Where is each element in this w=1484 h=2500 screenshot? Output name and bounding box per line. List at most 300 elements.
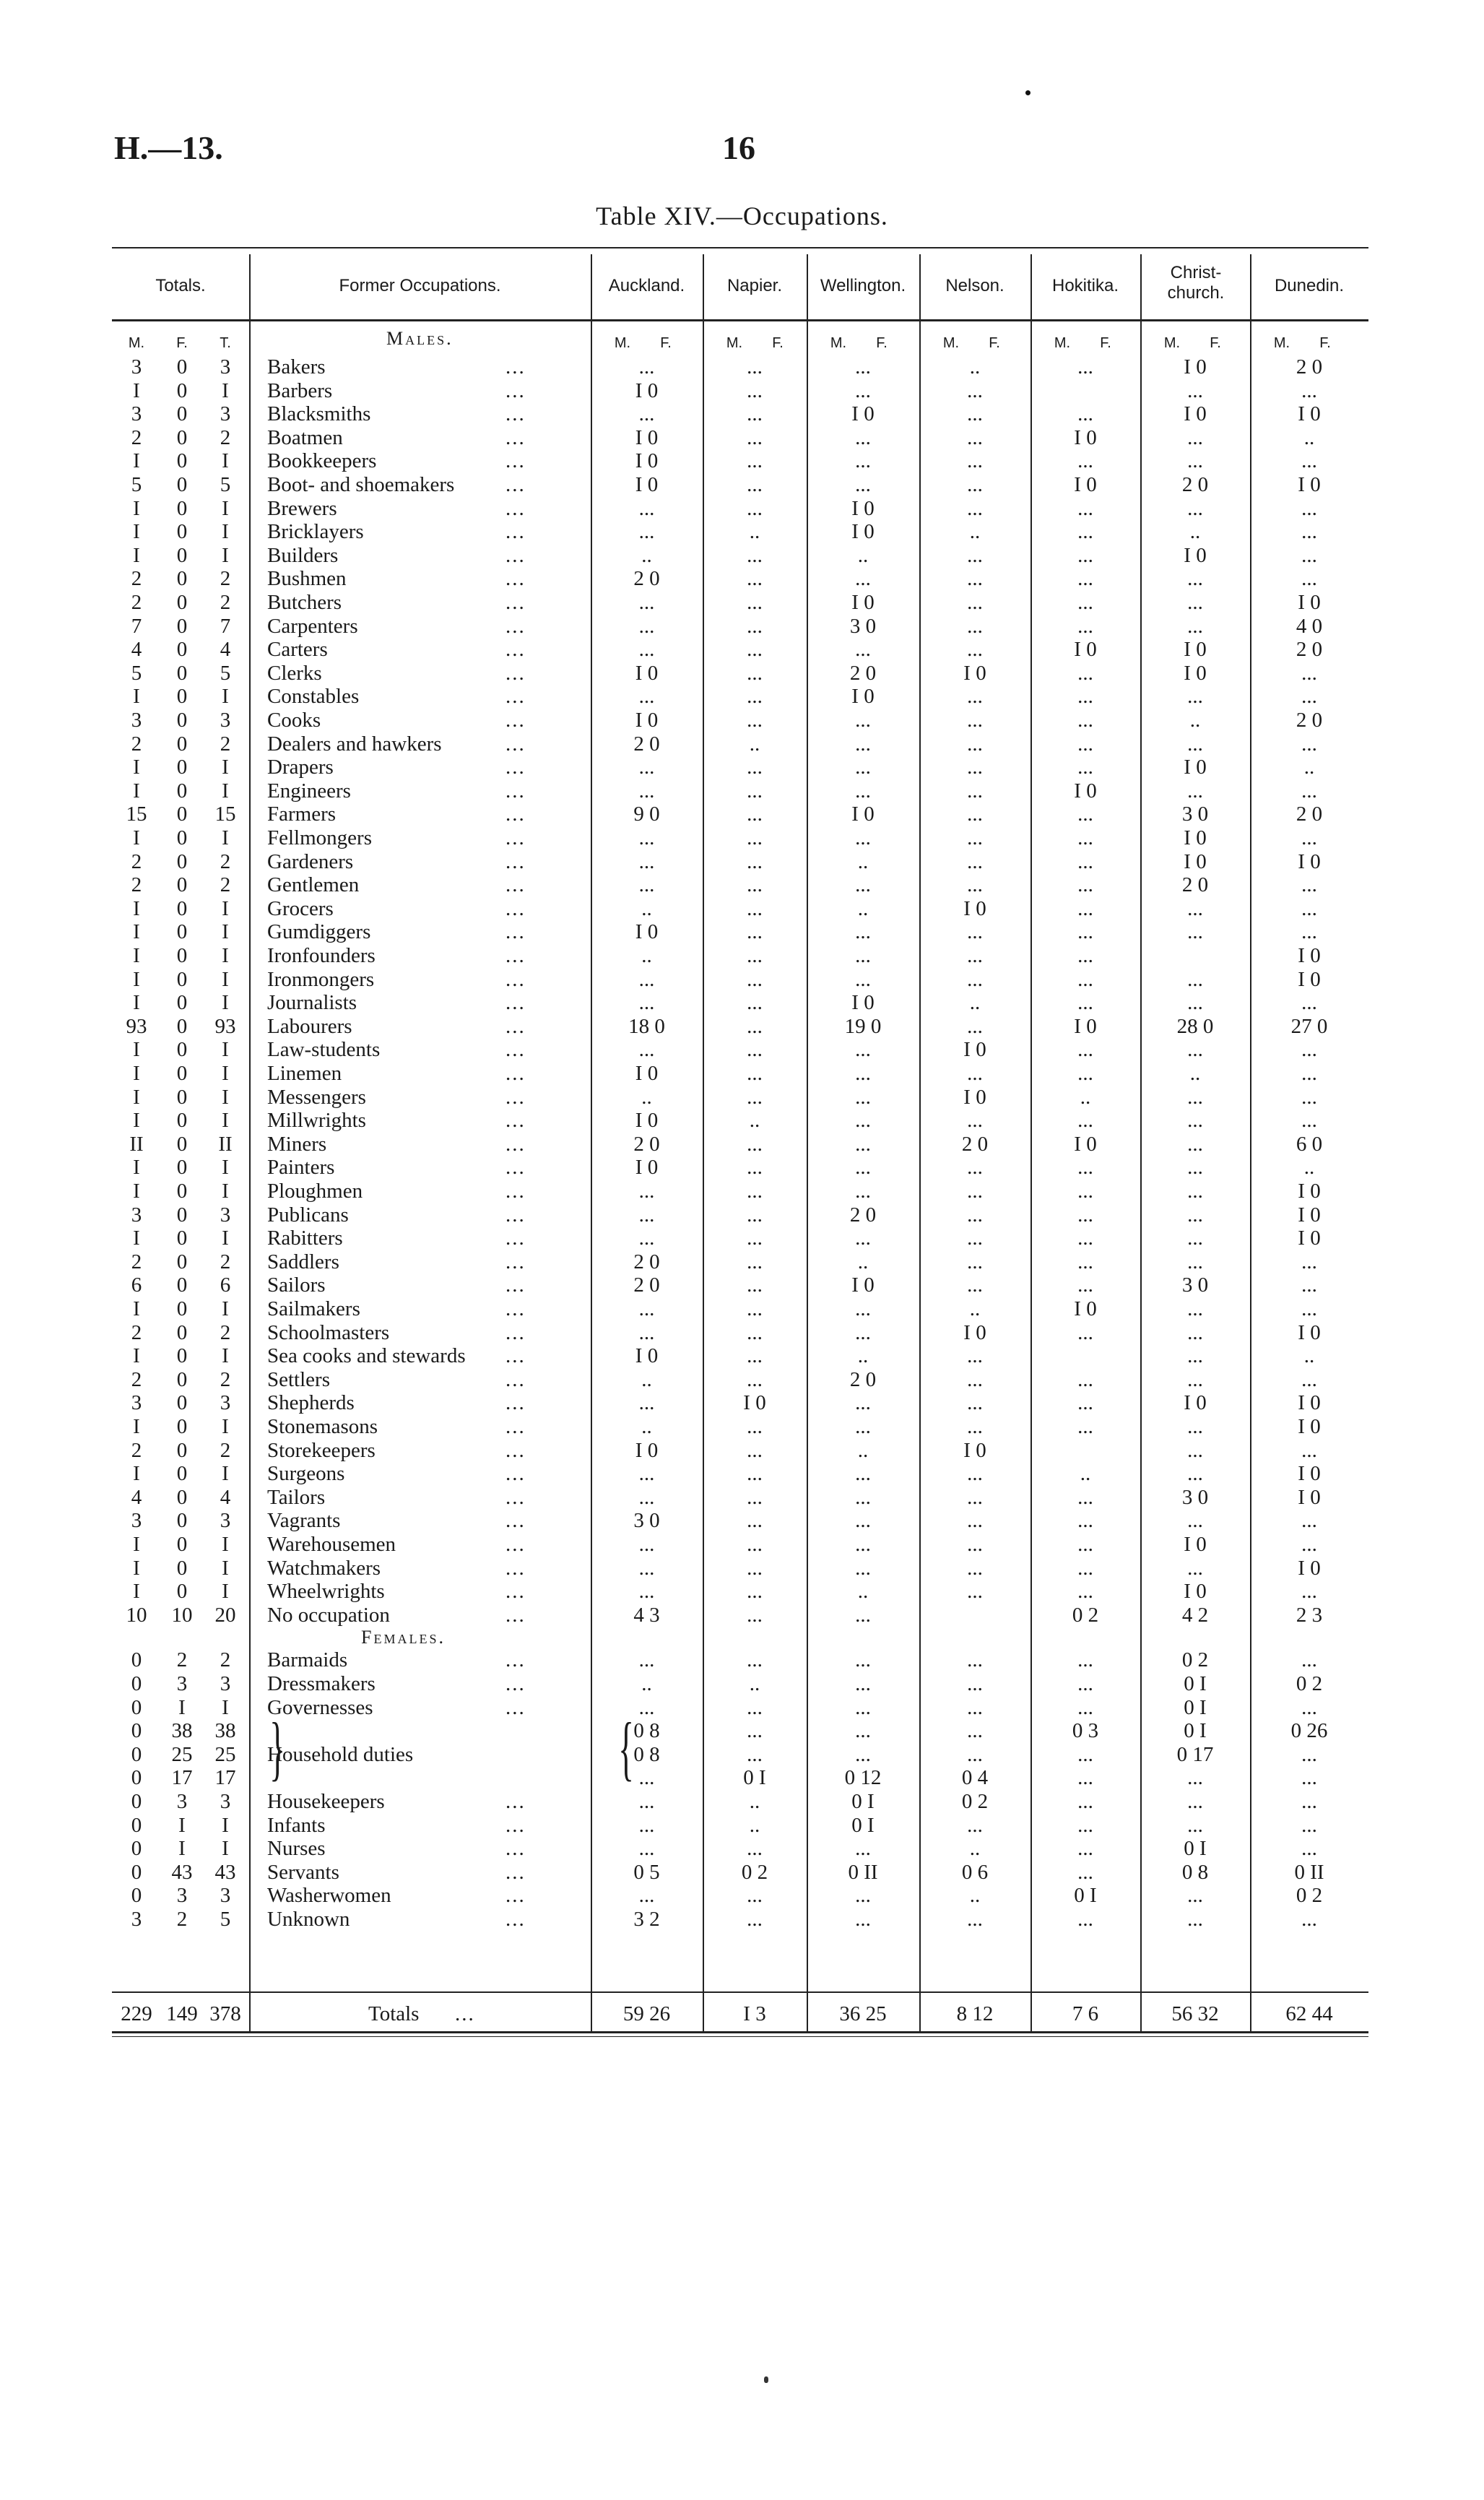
- table-row: [112, 1062, 1368, 1086]
- total-m: 0: [131, 1790, 142, 1813]
- dots-leader: ...: [505, 873, 526, 897]
- total-f: 0: [176, 1250, 188, 1273]
- dots-leader: ...: [505, 1203, 526, 1227]
- total-t: I: [222, 1462, 229, 1486]
- place-value: ...: [747, 991, 763, 1015]
- total-t: I: [222, 1156, 229, 1180]
- place-value: ...: [747, 543, 763, 567]
- place-value: ...: [638, 614, 655, 638]
- place-value: 2 0: [849, 1367, 877, 1391]
- place-value: ...: [1301, 1509, 1317, 1533]
- place-value: I 0: [635, 1344, 659, 1368]
- place-value: ...: [1077, 1485, 1093, 1509]
- total-t: 2: [220, 1367, 231, 1391]
- place-value: ...: [855, 425, 871, 449]
- place-value: ..: [1303, 425, 1315, 449]
- place-value: ...: [638, 1203, 655, 1227]
- place-value: I 0: [1074, 425, 1097, 449]
- place-header-0: Auckland.: [608, 276, 685, 295]
- table-row: [112, 1580, 1368, 1604]
- total-t: 2: [220, 849, 231, 873]
- total-m: 0: [131, 1719, 142, 1743]
- occupation-label: Bakers: [267, 355, 326, 379]
- dots-leader: ...: [505, 638, 526, 662]
- occupation-label: Publicans: [267, 1203, 349, 1227]
- total-m: 4: [131, 1485, 142, 1509]
- total-m: I: [133, 520, 140, 544]
- place-value: ...: [1301, 543, 1317, 567]
- place-value: I 0: [1184, 402, 1207, 426]
- total-f: 0: [176, 1014, 188, 1038]
- place-value: ...: [967, 732, 983, 756]
- place-value: ..: [1189, 1062, 1201, 1085]
- place-value: ...: [747, 1297, 763, 1320]
- place-value: ...: [1187, 425, 1203, 449]
- place-value: ...: [1187, 379, 1203, 402]
- header-rule: [112, 319, 1368, 321]
- total-m: 2: [131, 873, 142, 897]
- place-value: ...: [967, 496, 983, 520]
- total-f: 0: [176, 967, 188, 991]
- total-f: 0: [176, 803, 188, 826]
- sub-header-f: F.: [1319, 335, 1331, 351]
- total-t: 43: [214, 1860, 236, 1884]
- total-m: I: [133, 991, 140, 1015]
- place-value: I 0: [1184, 756, 1207, 779]
- occupation-label: Stonemasons: [267, 1415, 378, 1438]
- place-value: 0 I: [851, 1790, 875, 1813]
- sub-header-f: F.: [989, 335, 1000, 351]
- dots-leader: ...: [455, 2002, 475, 2025]
- place-value: 0 3: [1072, 1719, 1099, 1743]
- occupation-label: Miners: [267, 1132, 327, 1156]
- place-value: ...: [967, 449, 983, 473]
- total-f: 0: [176, 991, 188, 1015]
- table-row: [112, 1391, 1368, 1415]
- total-m: I: [133, 756, 140, 779]
- total-m: I: [133, 685, 140, 709]
- place-value: ...: [1077, 967, 1093, 991]
- place-value: ...: [1187, 1227, 1203, 1250]
- place-header-4: Hokitika.: [1051, 276, 1119, 295]
- place-value: ...: [855, 1533, 871, 1556]
- place-header-5: Christ-church.: [1167, 263, 1225, 303]
- occupation-label: Gumdiggers: [267, 920, 371, 944]
- place-value: 0 12: [844, 1766, 882, 1790]
- place-value: 0 I: [1184, 1672, 1207, 1695]
- dots-leader: ...: [505, 709, 526, 732]
- place-value: ...: [855, 449, 871, 473]
- place-value: ...: [1187, 920, 1203, 944]
- total-m: 0: [131, 1813, 142, 1837]
- table-row: [112, 826, 1368, 850]
- table-row: [112, 1837, 1368, 1861]
- place-value: I 0: [1298, 402, 1321, 426]
- place-value: 0 26: [1290, 1719, 1328, 1743]
- total-t: 2: [220, 1320, 231, 1344]
- total-t: 20: [214, 1603, 236, 1627]
- place-value: I 0: [1298, 591, 1321, 614]
- ink-speck: [764, 2376, 768, 2383]
- table-row: [112, 732, 1368, 756]
- place-value: ...: [1301, 1790, 1317, 1813]
- place-value: 2 0: [961, 1132, 989, 1156]
- place-value: ...: [855, 1485, 871, 1509]
- place-value: 28 0: [1176, 1014, 1214, 1038]
- place-value: 0 8: [633, 1742, 660, 1766]
- table-row: [112, 850, 1368, 874]
- occupation-label: Settlers: [267, 1367, 330, 1391]
- total-f: 0: [176, 1485, 188, 1509]
- occupation-label: Watchmakers: [267, 1556, 381, 1580]
- total-m: 2: [131, 1320, 142, 1344]
- table-row: [112, 897, 1368, 921]
- place-value: 0 8: [633, 1719, 660, 1743]
- place-value: ...: [967, 1485, 983, 1509]
- place-value: ...: [967, 1462, 983, 1486]
- place-value: ...: [1077, 685, 1093, 709]
- place-value: ...: [1077, 1908, 1093, 1931]
- table-row: [112, 756, 1368, 779]
- place-value: ...: [1077, 496, 1093, 520]
- place-value: 2 0: [1296, 638, 1323, 662]
- place-value: ...: [967, 1180, 983, 1203]
- place-value: 59 26: [622, 2002, 671, 2025]
- total-t: I: [222, 920, 229, 944]
- place-value: ...: [1077, 1837, 1093, 1861]
- dots-leader: ...: [505, 1790, 526, 1813]
- place-value: I 0: [1184, 543, 1207, 567]
- place-value: ...: [638, 1297, 655, 1320]
- place-value: ...: [967, 1648, 983, 1672]
- total-t: I: [222, 1415, 229, 1438]
- total-t: I: [222, 1580, 229, 1604]
- place-value: ..: [969, 520, 981, 544]
- place-value: ...: [967, 685, 983, 709]
- place-value: ...: [1077, 591, 1093, 614]
- place-value: ...: [747, 1367, 763, 1391]
- place-value: ...: [855, 779, 871, 803]
- left-brace: }: [269, 1708, 285, 1789]
- place-value: I 3: [743, 2002, 766, 2025]
- place-value: ...: [638, 1485, 655, 1509]
- sub-header-m: M.: [614, 335, 631, 351]
- table-row: [112, 1462, 1368, 1486]
- total-f: 0: [176, 1533, 188, 1556]
- table-row: [112, 1086, 1368, 1110]
- place-value: ...: [747, 496, 763, 520]
- place-value: ..: [857, 1344, 869, 1368]
- total-t: I: [222, 1062, 229, 1085]
- place-value: 3 0: [1181, 1273, 1209, 1297]
- place-value: ...: [1301, 661, 1317, 685]
- total-f: 0: [176, 685, 188, 709]
- place-value: 4 0: [1296, 614, 1323, 638]
- sub-header-f: F.: [1100, 335, 1111, 351]
- place-value: ..: [1303, 756, 1315, 779]
- dots-leader: ...: [505, 944, 526, 967]
- total-t: I: [222, 1695, 229, 1719]
- total-t: 2: [220, 1648, 231, 1672]
- place-value: ...: [638, 873, 655, 897]
- place-value: ...: [967, 425, 983, 449]
- right-brace: {: [618, 1708, 634, 1789]
- place-value: ...: [1077, 920, 1093, 944]
- place-value: ...: [1077, 896, 1093, 920]
- place-value: ...: [1301, 920, 1317, 944]
- place-value: 0 8: [1181, 1860, 1209, 1884]
- table-row: [112, 1038, 1368, 1062]
- place-value: ...: [638, 685, 655, 709]
- total-f: 0: [176, 1297, 188, 1320]
- dots-leader: ...: [505, 779, 526, 803]
- place-value: ..: [969, 1884, 981, 1908]
- total-m: I: [133, 1580, 140, 1604]
- dots-leader: ...: [505, 520, 526, 544]
- table-row: [112, 355, 1368, 379]
- table-row: [112, 1133, 1368, 1156]
- place-value: 3 2: [633, 1908, 660, 1931]
- table-row: [112, 1672, 1368, 1696]
- place-value: ...: [638, 402, 655, 426]
- place-value: I 0: [1298, 849, 1321, 873]
- occupation-label: Vagrants: [267, 1509, 341, 1533]
- place-value: ...: [967, 826, 983, 849]
- place-value: ...: [1077, 1813, 1093, 1837]
- table-row: [112, 968, 1368, 992]
- total-t: 3: [220, 1391, 231, 1415]
- place-value: ..: [641, 1672, 652, 1695]
- place-value: 27 0: [1290, 1014, 1328, 1038]
- dots-leader: ...: [505, 1556, 526, 1580]
- table-row: [112, 1648, 1368, 1672]
- occupation-label: Law-students: [267, 1038, 381, 1062]
- dots-leader: ...: [505, 685, 526, 709]
- place-value: 2 0: [1296, 803, 1323, 826]
- place-value: ...: [747, 1837, 763, 1861]
- table-row: [112, 709, 1368, 732]
- place-value: ...: [1187, 1415, 1203, 1438]
- place-value: ...: [747, 1038, 763, 1062]
- total-m: 10: [126, 1603, 147, 1627]
- dots-leader: ...: [505, 1860, 526, 1884]
- occupation-label: Sailors: [267, 1273, 326, 1297]
- total-f: 0: [176, 1509, 188, 1533]
- place-value: ...: [855, 567, 871, 591]
- place-value: ...: [855, 1556, 871, 1580]
- place-value: ...: [1077, 1672, 1093, 1695]
- place-value: ...: [1077, 732, 1093, 756]
- place-value: ...: [855, 1132, 871, 1156]
- place-value: ..: [857, 1580, 869, 1604]
- dots-leader: ...: [505, 1109, 526, 1133]
- dots-leader: ...: [505, 1485, 526, 1509]
- place-value: I 0: [1298, 473, 1321, 496]
- place-value: 0 17: [1176, 1742, 1214, 1766]
- place-value: ...: [747, 1580, 763, 1604]
- occupation-label: Millwrights: [267, 1109, 366, 1133]
- place-value: ...: [1301, 1109, 1317, 1133]
- place-value: 0 2: [1181, 1648, 1209, 1672]
- place-value: 2 0: [633, 732, 660, 756]
- place-value: ...: [638, 1462, 655, 1486]
- place-value: ...: [1077, 1250, 1093, 1273]
- place-value: ..: [857, 1438, 869, 1462]
- place-value: ...: [967, 1344, 983, 1368]
- place-value: ..: [857, 543, 869, 567]
- ink-speck: [1025, 90, 1030, 95]
- place-value: ...: [855, 967, 871, 991]
- total-m: 2: [131, 425, 142, 449]
- place-value: ...: [967, 1533, 983, 1556]
- place-value: I 0: [1184, 638, 1207, 662]
- total-f: 0: [176, 379, 188, 402]
- total-f: I: [178, 1837, 186, 1861]
- place-value: ...: [855, 1603, 871, 1627]
- total-f: 17: [171, 1766, 193, 1790]
- place-value: ...: [747, 826, 763, 849]
- occupation-label: Carpenters: [267, 614, 358, 638]
- place-value: I 0: [1298, 1180, 1321, 1203]
- place-value: ...: [967, 779, 983, 803]
- total-m: I: [133, 1556, 140, 1580]
- total-m: I: [133, 1085, 140, 1109]
- place-value: ..: [749, 1672, 760, 1695]
- total-t: I: [222, 967, 229, 991]
- place-value: I 0: [1298, 1415, 1321, 1438]
- place-value: ...: [1301, 991, 1317, 1015]
- total-t: I: [222, 1227, 229, 1250]
- table-row: [112, 426, 1368, 450]
- total-f: 0: [176, 944, 188, 967]
- place-value: ..: [857, 849, 869, 873]
- place-value: ...: [638, 1038, 655, 1062]
- table-row: [112, 591, 1368, 615]
- dots-leader: ...: [505, 567, 526, 591]
- total-m: I: [133, 944, 140, 967]
- total-t: I: [222, 685, 229, 709]
- place-value: ...: [967, 1742, 983, 1766]
- place-value: I 0: [635, 661, 659, 685]
- place-value: ...: [747, 873, 763, 897]
- total-t: 2: [220, 732, 231, 756]
- place-value: 2 0: [633, 1273, 660, 1297]
- sub-header-m: M.: [830, 335, 847, 351]
- place-value: 0 2: [1296, 1672, 1323, 1695]
- total-f: 0: [176, 849, 188, 873]
- place-value: ...: [855, 709, 871, 732]
- total-t: I: [222, 991, 229, 1015]
- place-value: ...: [967, 567, 983, 591]
- place-value: 0 I: [1184, 1837, 1207, 1861]
- total-t: I: [222, 520, 229, 544]
- place-value: ...: [747, 1462, 763, 1486]
- place-value: ...: [967, 1391, 983, 1415]
- place-value: ...: [1077, 709, 1093, 732]
- place-value: 0 2: [1296, 1884, 1323, 1908]
- place-value: ...: [1077, 1109, 1093, 1133]
- place-value: ...: [967, 402, 983, 426]
- place-value: ...: [855, 1180, 871, 1203]
- place-value: ..: [749, 732, 760, 756]
- place-value: I 0: [635, 473, 659, 496]
- table-row: [112, 1533, 1368, 1557]
- place-value: ...: [747, 685, 763, 709]
- place-value: ...: [747, 1884, 763, 1908]
- place-value: ..: [749, 1109, 760, 1133]
- table-row: [112, 379, 1368, 403]
- place-value: I 0: [635, 1062, 659, 1085]
- total-t: I: [222, 944, 229, 967]
- total-t: 3: [220, 355, 231, 379]
- place-value: ...: [638, 355, 655, 379]
- dots-leader: ...: [505, 1695, 526, 1719]
- place-value: ...: [1301, 1038, 1317, 1062]
- total-m: I: [133, 1180, 140, 1203]
- place-value: ...: [747, 355, 763, 379]
- occupation-label: Ironmongers: [267, 967, 375, 991]
- place-value: ...: [1077, 849, 1093, 873]
- total-m: 6: [131, 1273, 142, 1297]
- place-header-1: Napier.: [726, 276, 783, 295]
- occupation-label: Servants: [267, 1860, 339, 1884]
- place-value: ...: [855, 1908, 871, 1931]
- place-value: ...: [638, 1533, 655, 1556]
- table-row: [112, 685, 1368, 709]
- place-value: I 0: [1074, 1132, 1097, 1156]
- sub-header-f: F.: [772, 335, 784, 351]
- place-value: I 0: [1298, 1556, 1321, 1580]
- total-m: 7: [131, 614, 142, 638]
- place-value: ...: [967, 967, 983, 991]
- place-value: ...: [638, 1766, 655, 1790]
- place-value: ...: [1301, 1438, 1317, 1462]
- total-t: 38: [214, 1719, 236, 1743]
- place-value: ...: [747, 1533, 763, 1556]
- place-value: I 0: [635, 920, 659, 944]
- total-m: I: [133, 379, 140, 402]
- total-t: 3: [220, 402, 231, 426]
- place-value: ...: [855, 1227, 871, 1250]
- total-t: I: [222, 1297, 229, 1320]
- dots-leader: ...: [505, 1648, 526, 1672]
- table-row: [112, 991, 1368, 1015]
- dots-leader: ...: [505, 920, 526, 944]
- dots-leader: ...: [505, 1132, 526, 1156]
- place-value: ...: [1077, 1320, 1093, 1344]
- total-m: I: [133, 1297, 140, 1320]
- dots-leader: ...: [505, 355, 526, 379]
- table-row: [112, 1203, 1368, 1227]
- place-value: ...: [967, 614, 983, 638]
- total-t: II: [218, 1132, 233, 1156]
- occupation-label: Boatmen: [267, 425, 343, 449]
- place-value: ...: [1077, 1580, 1093, 1604]
- total-m: 93: [126, 1014, 147, 1038]
- table-row: [112, 1557, 1368, 1580]
- place-value: ...: [1301, 1648, 1317, 1672]
- place-value: 18 0: [628, 1014, 665, 1038]
- dots-leader: ...: [505, 967, 526, 991]
- place-value: ...: [1301, 779, 1317, 803]
- place-value: ...: [1187, 685, 1203, 709]
- sub-header-m: M.: [942, 335, 960, 351]
- table-row: [112, 1180, 1368, 1203]
- place-value: 2 3: [1296, 1603, 1323, 1627]
- sub-header-f: F.: [660, 335, 672, 351]
- document-id: H.—13.: [114, 129, 223, 166]
- place-value: ...: [855, 1320, 871, 1344]
